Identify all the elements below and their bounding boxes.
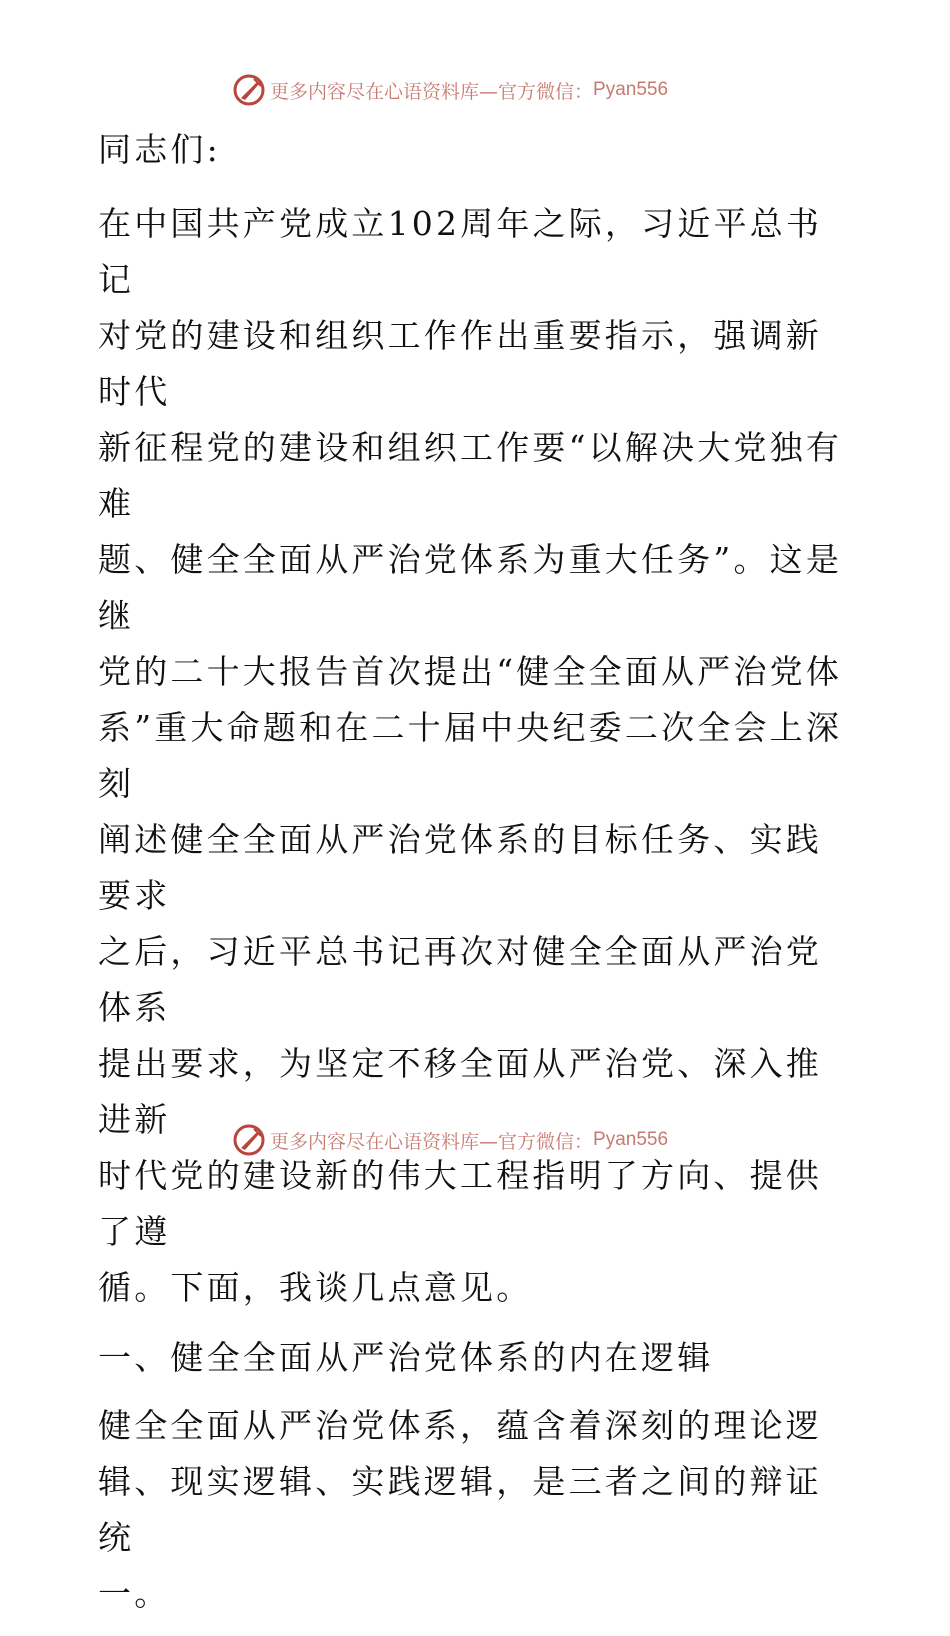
greeting: 同志们:	[98, 130, 221, 169]
document-body	[98, 122, 858, 1636]
banner-text: 更多内容尽在心语资料库—官方微信：	[270, 1130, 594, 1153]
quill-logo-icon	[232, 73, 266, 107]
banner-wechat-id: Pyan556	[593, 1129, 669, 1150]
body-paragraph-2: 健全全面从严治党体系，蕴含着深刻的理论逻 辑、现实逻辑、实践逻辑，是三者之间的辩证统 一。	[98, 1406, 822, 1613]
banner-text: 更多内容尽在心语资料库—官方微信：	[270, 80, 594, 103]
header-watermark-banner	[232, 72, 752, 108]
banner-wechat-id: Pyan556	[593, 79, 669, 100]
section-heading-1: 一、健全全面从严治党体系的内在逻辑	[98, 1338, 714, 1377]
footer-watermark-banner	[232, 1122, 752, 1158]
body-paragraph-1: 在中国共产党成立102周年之际，习近平总书记 对党的建设和组织工作作出重要指示，强调新时代 新征程党的建设和组织工作要“以解决大党独有难 题、健全全面从严治党体系为重大任务”。这是继 党的二十大报告首次提出“健全全面从严治党体 系”重大命题和在二十届中央纪委二次全会上深刻 阐述健全全面从严治党体系的目标任务、实践要求 之后，习近平总书记再次对健全全面从严治党体系 提出要求，为坚定不移全面从严治党、深入推进新 时代党的建设新的伟大工程指明了方向、提供了遵 循。下面，我谈几点意见。	[98, 204, 843, 1307]
quill-logo-icon	[232, 1123, 266, 1157]
